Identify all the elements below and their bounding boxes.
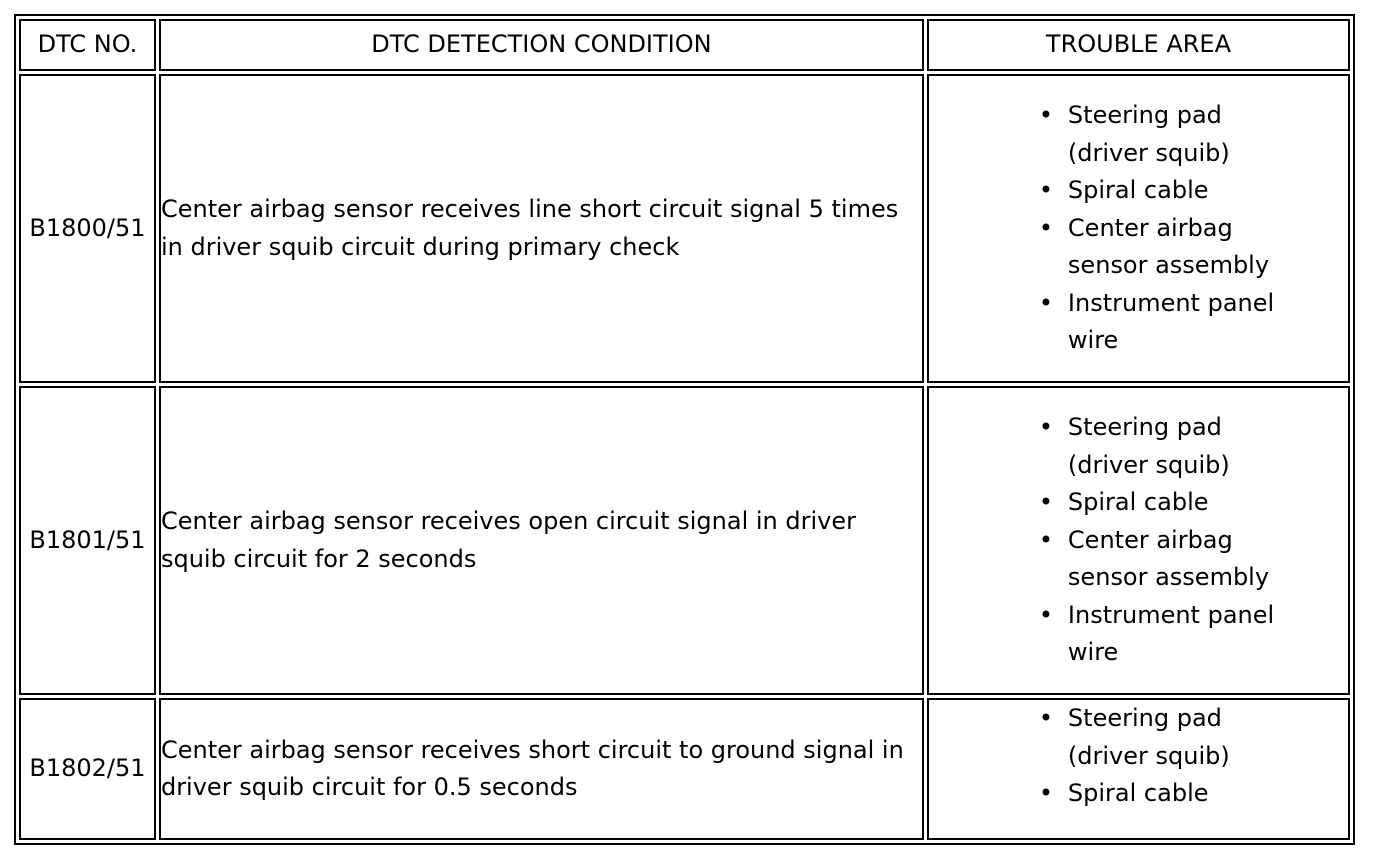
trouble-area-item: • Steering pad (driver squib) [1039,97,1308,172]
trouble-area-cell [927,698,1350,840]
trouble-area-list [1039,409,1348,672]
dtc-code: B1802/51 [19,698,156,840]
trouble-area-item: • Spiral cable [1039,484,1308,522]
trouble-area-cell [927,74,1350,383]
trouble-area-item: • Center airbag sensor assembly [1039,522,1308,597]
header-trouble-area: TROUBLE AREA [927,19,1350,71]
trouble-area-cell [927,386,1350,695]
trouble-area-item: • Instrument panel wire [1039,285,1308,360]
header-dtc-no: DTC NO. [19,19,156,71]
trouble-area-item: • Center airbag sensor assembly [1039,210,1308,285]
header-detection-condition: DTC DETECTION CONDITION [159,19,924,71]
dtc-code: B1801/51 [19,386,156,695]
dtc-table [14,14,1355,845]
detection-condition: Center airbag sensor receives short circuit to ground signal in driver squib circuit for 0.5 seconds [159,698,924,840]
trouble-area-list [1039,97,1348,360]
dtc-code: B1800/51 [19,74,156,383]
trouble-area-item: • Spiral cable [1039,775,1308,813]
trouble-area-item: • Spiral cable [1039,172,1308,210]
table-row [19,386,1350,695]
detection-condition: Center airbag sensor receives open circuit signal in driver squib circuit for 2 seconds [159,386,924,695]
trouble-area-list [1039,700,1348,813]
detection-condition: Center airbag sensor receives line short circuit signal 5 times in driver squib circuit during primary check [159,74,924,383]
trouble-area-item: • Steering pad (driver squib) [1039,409,1308,484]
header-row [19,19,1350,71]
trouble-area-item: • Steering pad (driver squib) [1039,700,1308,775]
trouble-area-item: • Instrument panel wire [1039,597,1308,672]
table-row [19,698,1350,840]
table-row [19,74,1350,383]
